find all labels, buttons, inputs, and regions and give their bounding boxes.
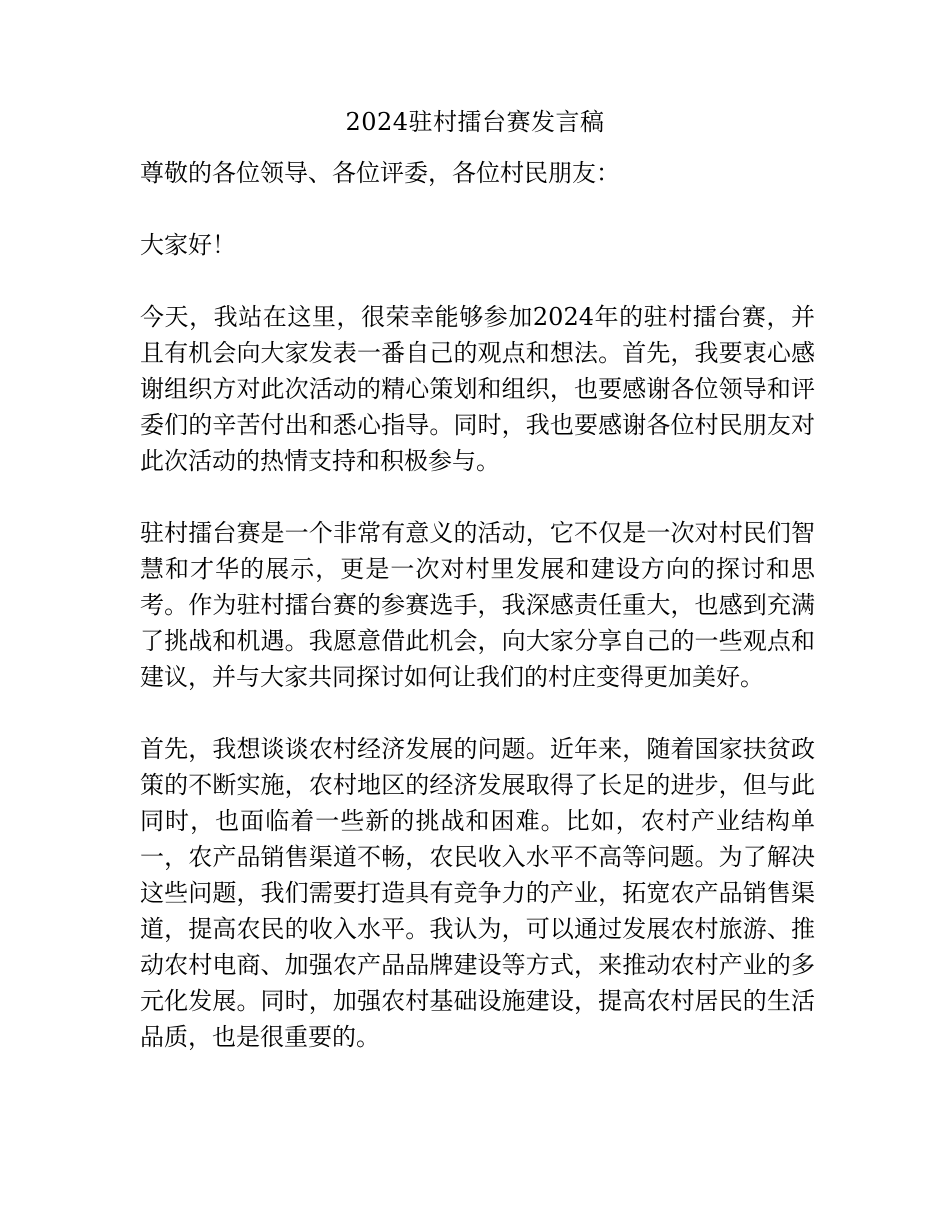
body-paragraph: 今天，我站在这里，很荣幸能够参加2024年的驻村擂台赛，并且有机会向大家发表一番自己的观点和想法。首先，我要衷心感谢组织方对此次活动的精心策划和组织，也要感谢各位领导和评委们的辛苦付出和悉心指导。同时，我也要感谢各位村民朋友对此次活动的热情支持和积极参与。 [140,303,815,475]
body-paragraph: 首先，我想谈谈农村经济发展的问题。近年来，随着国家扶贫政策的不断实施，农村地区的经济发展取得了长足的进步，但与此同时，也面临着一些新的挑战和困难。比如，农村产业结构单一，农产品销售渠道不畅，农民收入水平不高等问题。为了解决这些问题，我们需要打造具有竞争力的产业，拓宽农产品销售渠道，提高农民的收入水平。我认为，可以通过发展农村旅游、推动农村电商、加强农产品品牌建设等方式，来推动农村产业的多元化发展。同时，加强农村基础设施建设，提高农村居民的生活品质，也是很重要的。 [140,735,815,1051]
greeting-paragraph: 大家好！ [140,231,236,259]
document-body [140,155,815,1055]
salutation-paragraph: 尊敬的各位领导、各位评委，各位村民朋友： [140,159,620,187]
document-title: 2024驻村擂台赛发言稿 [345,108,605,136]
body-paragraph: 驻村擂台赛是一个非常有意义的活动，它不仅是一次对村民们智慧和才华的展示，更是一次对村里发展和建设方向的探讨和思考。作为驻村擂台赛的参赛选手，我深感责任重大，也感到充满了挑战和机遇。我愿意借此机会，向大家分享自己的一些观点和建议，并与大家共同探讨如何让我们的村庄变得更加美好。 [140,519,815,691]
